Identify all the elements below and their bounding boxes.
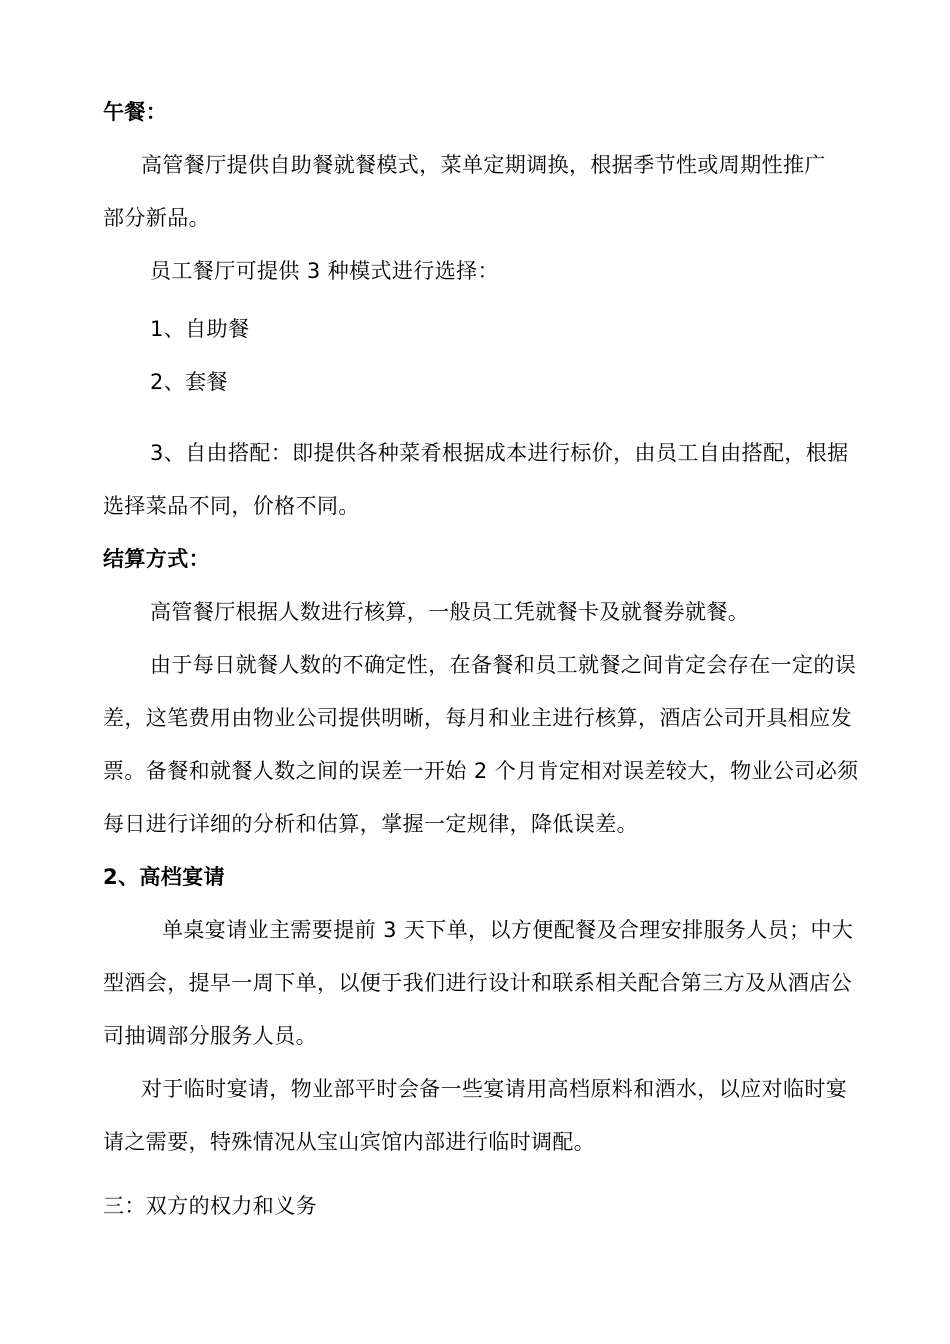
paragraph-staff-dining-intro: 员工餐厅可提供 3 种模式进行选择：: [150, 259, 499, 283]
paragraph-temporary-banquet-line-1: 对于临时宴请，物业部平时会备一些宴请用高档原料和酒水，以应对临时宴: [141, 1077, 848, 1101]
option-set-meal: 2、套餐: [150, 370, 228, 394]
paragraph-error-line-4: 每日进行详细的分析和估算，掌握一定规律，降低误差。: [103, 812, 638, 836]
option-free-combination-line-1: 3、自由搭配：即提供各种菜肴根据成本进行标价，由员工自由搭配，根据: [150, 441, 849, 465]
paragraph-banquet-line-1: 单桌宴请业主需要提前 3 天下单，以方便配餐及合理安排服务人员；中大: [162, 918, 854, 942]
option-buffet: 1、自助餐: [150, 317, 250, 341]
heading-rights-and-obligations: 三：双方的权力和义务: [103, 1194, 317, 1218]
paragraph-banquet-line-3: 司抽调部分服务人员。: [103, 1024, 317, 1048]
paragraph-temporary-banquet-line-2: 请之需要，特殊情况从宝山宾馆内部进行临时调配。: [103, 1130, 596, 1154]
heading-settlement: 结算方式：: [103, 547, 210, 571]
paragraph-banquet-line-2: 型酒会，提早一周下单，以便于我们进行设计和联系相关配合第三方及从酒店公: [103, 971, 852, 995]
paragraph-executive-dining-line-1: 高管餐厅提供自助餐就餐模式，菜单定期调换，根据季节性或周期性推广: [141, 153, 826, 177]
paragraph-settlement: 高管餐厅根据人数进行核算，一般员工凭就餐卡及就餐券就餐。: [150, 600, 750, 624]
heading-lunch: 午餐：: [103, 100, 168, 124]
option-free-combination-line-2: 选择菜品不同，价格不同。: [103, 494, 360, 518]
paragraph-error-line-2: 差，这笔费用由物业公司提供明晰，每月和业主进行核算，酒店公司开具相应发: [103, 706, 852, 730]
paragraph-error-line-1: 由于每日就餐人数的不确定性，在备餐和员工就餐之间肯定会存在一定的误: [150, 653, 857, 677]
paragraph-error-line-3: 票。备餐和就餐人数之间的误差一开始 2 个月肯定相对误差较大，物业公司必须: [103, 759, 859, 783]
heading-banquet: 2、高档宴请: [103, 865, 226, 889]
paragraph-executive-dining-line-2: 部分新品。: [103, 206, 210, 230]
